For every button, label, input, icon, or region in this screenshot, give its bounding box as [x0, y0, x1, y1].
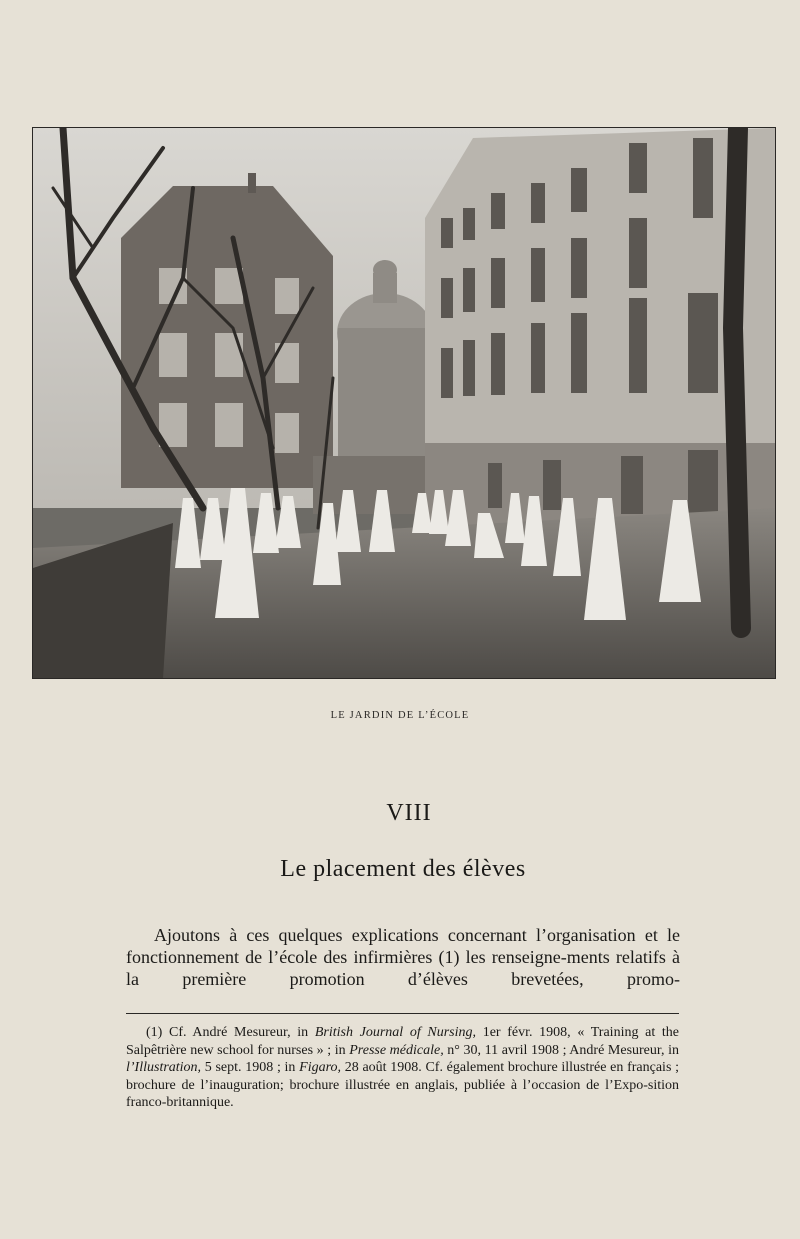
footnote	[126, 1024, 679, 1112]
footnote-text: 28 août 1908. Cf. également brochure illustrée en français ; brochure de l’inauguration; brochure illustrée en anglais, publiée à l’occasion de l’Expo-sition franco-britannique.	[126, 1060, 679, 1110]
chapter-title: Le placement des élèves	[280, 856, 526, 882]
footnote-citation: Figaro,	[299, 1060, 342, 1075]
body-paragraph	[126, 924, 680, 990]
chapter-number: VIII	[386, 800, 432, 826]
photo-illustration	[33, 128, 775, 678]
footnote-citation: British Journal of Nursing,	[314, 1025, 477, 1040]
footnote-marker: (1)	[146, 1025, 163, 1040]
figure-caption: LE JARDIN DE L’ÉCOLE	[330, 710, 470, 721]
footnote-text: 5 sept. 1908 ; in	[201, 1060, 300, 1075]
footnote-divider	[126, 1013, 679, 1014]
paragraph-text: Ajoutons à ces quelques explications concernant l’organisation et le fonctionnement de l’école des infirmières (1) les renseigne-ments relatifs à la première promotion d’élèves brevetées, promo-	[126, 925, 680, 989]
footnote-citation: Presse médicale,	[349, 1042, 444, 1058]
footnote-citation: l’Illustration,	[126, 1060, 202, 1075]
footnote-text: 1er févr. 1908, « Training at the Salpêtrière new school for nurses » ; in	[126, 1025, 679, 1058]
garden-photograph	[32, 127, 776, 679]
footnote-text: n° 30, 11 avril 1908 ; André Mesureur, in	[443, 1042, 679, 1058]
footnote-text: Cf. André Mesureur, in	[162, 1025, 315, 1040]
